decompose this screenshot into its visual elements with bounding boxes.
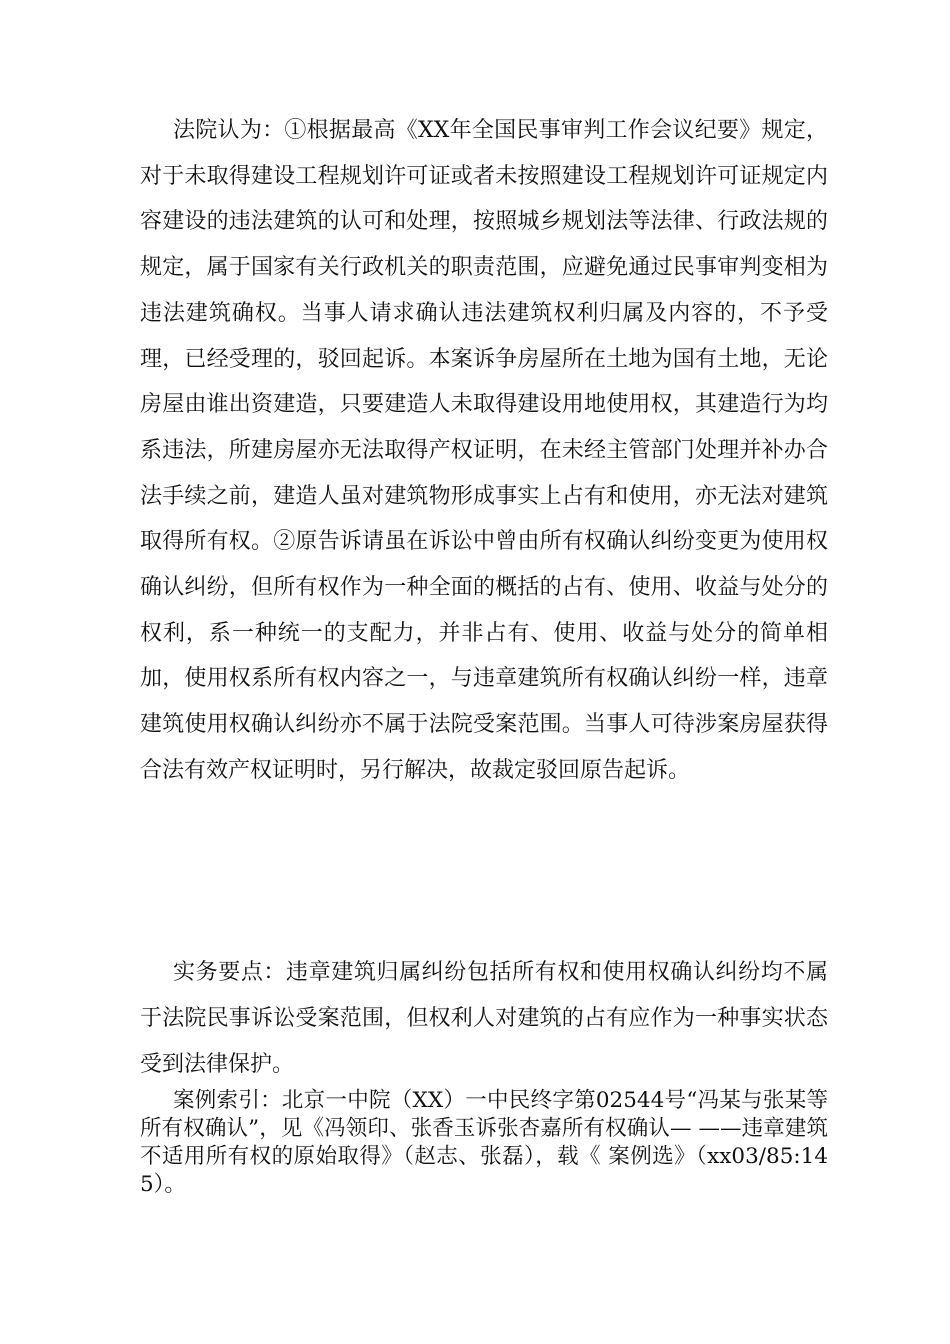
practice-points-paragraph: 实务要点：违章建筑归属纠纷包括所有权和使用权确认纠纷均不属于法院民事诉讼受案范围，但权利人对建筑的占有应作为一种事实状态受到法律保护。 [140,960,828,1077]
court-opinion-paragraph: 法院认为：①根据最高《XX年全国民事审判工作会议纪要》规定，对于未取得建设工程规划许可证或者未按照建设工程规划许可证规定内容建设的违法建筑的认可和处理，按照城乡规划法等法律、行政法规的规定，属于国家有关行政机关的职责范围，应避免通过民事审判变相为违法建筑确权。当事人请求确认违法建筑权利归属及内容的，不予受理，已经受理的，驳回起诉。本案诉争房屋所在土地为国有土地，无论房屋由谁出资建造，只要建造人未取得建设用地使用权，其建造行为均系违法，所建房屋亦无法取得产权证明，在未经主管部门处理并补办合法手续之前，建造人虽对建筑物形成事实上占有和使用，亦无法对建筑取得所有权。②原告诉请虽在诉讼中曾由所有权确认纠纷变更为使用权确认纠纷，但所有权作为一种全面的概括的占有、使用、收益与处分的权利，系一种统一的支配力，并非占有、使用、收益与处分的简单相加，使用权系所有权内容之一，与违章建筑所有权确认纠纷一样，违章建筑使用权确认纠纷亦不属于法院受案范围。当事人可待涉案房屋获得合法有效产权证明时，另行解决，故裁定驳回原告起诉。 [140,118,828,783]
case-index-paragraph: 案例索引：北京一中院（XX）一中民终字第02544号“冯某与张某等所有权确认”，见《冯领印、张香玉诉张杏嘉所有权确认— ——违章建筑不适用所有权的原始取得》（赵志、张磊），载《 案例选》（xx03/85:145）。 [140,1088,828,1197]
